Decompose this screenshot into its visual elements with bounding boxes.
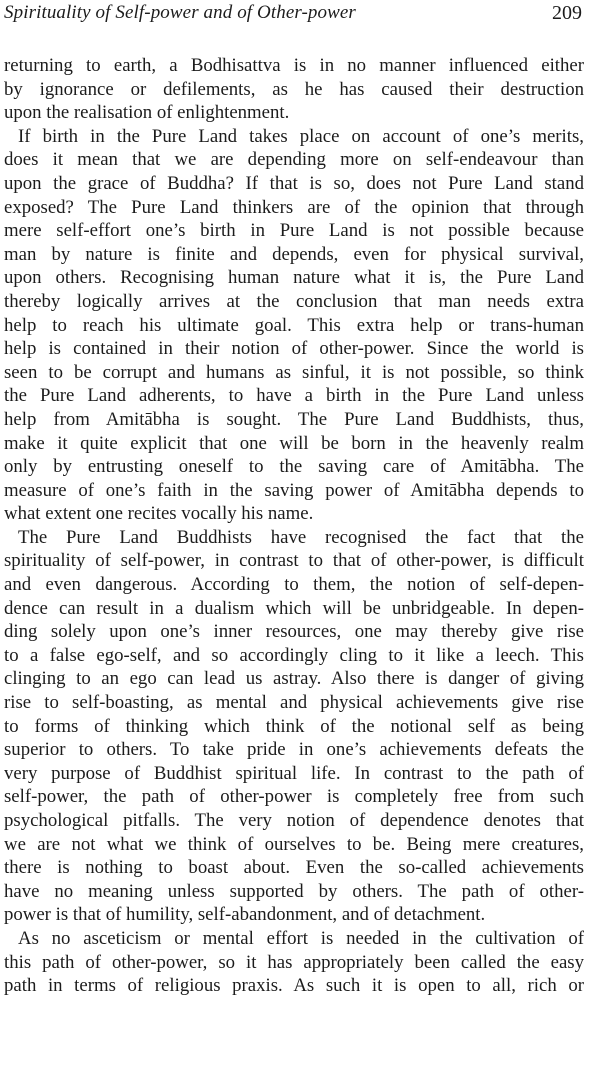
- page-header: [2, 0, 586, 42]
- text-line: path in terms of religious praxis. As such it is open to all, rich or: [4, 975, 584, 997]
- text-line: this path of other-power, so it has appropriately been called the easy: [4, 951, 584, 973]
- text-line: only by entrusting oneself to the saving care of Amitābha. The: [4, 456, 584, 478]
- text-line: does it mean that we are depending more on self-endeavour than: [4, 149, 584, 171]
- text-line: exposed? The Pure Land thinkers are of the opinion that through: [4, 196, 584, 218]
- text-line: self-power, the path of other-power is completely free from such: [4, 786, 584, 808]
- text-line: ding solely upon one’s inner resources, one may thereby give rise: [4, 621, 584, 643]
- text-line: upon the grace of Buddha? If that is so, does not Pure Land stand: [4, 172, 584, 194]
- text-line: to forms of thinking which think of the notional self as being: [4, 715, 584, 737]
- text-line: As no asceticism or mental effort is needed in the cultivation of: [18, 927, 584, 949]
- text-line: man by nature is finite and depends, even for physical survival,: [4, 243, 584, 265]
- text-line: psychological pitfalls. The very notion of dependence denotes that: [4, 810, 584, 831]
- text-line: very purpose of Buddhist spiritual life. In contrast to the path of: [4, 762, 584, 784]
- text-line: returning to earth, a Bodhisattva is in no manner influenced either: [4, 55, 584, 76]
- text-line: help to reach his ultimate goal. This extra help or trans-human: [4, 314, 584, 336]
- text-line: The Pure Land Buddhists have recognised the fact that the: [18, 526, 584, 548]
- text-line: help from Amitābha is sought. The Pure Land Buddhists, thus,: [4, 408, 584, 430]
- text-line: there is nothing to boast about. Even the so-called achievements: [4, 857, 584, 879]
- text-line: mere self-effort one’s birth in Pure Land is not possible because: [4, 220, 584, 242]
- text-line: make it quite explicit that one will be born in the heavenly realm: [4, 432, 584, 454]
- body-text: [4, 54, 584, 998]
- running-head: Spirituality of Self-power and of Other-power: [4, 2, 356, 23]
- text-line: have no meaning unless supported by others. The path of other-: [4, 880, 584, 902]
- text-line: the Pure Land adherents, to have a birth in the Pure Land unless: [4, 385, 584, 407]
- text-line: clinging to an ego can lead us astray. Also there is danger of giving: [4, 668, 584, 690]
- text-line: If birth in the Pure Land takes place on account of one’s merits,: [18, 125, 584, 147]
- text-line: upon others. Recognising human nature what it is, the Pure Land: [4, 267, 584, 289]
- text-line: spirituality of self-power, in contrast to that of other-power, is difficult: [4, 550, 584, 572]
- text-line: power is that of humility, self-abandonment, and of detachment.: [4, 904, 486, 926]
- text-line: we are not what we think of ourselves to be. Being mere creatures,: [4, 833, 584, 855]
- text-line: rise to self-boasting, as mental and physical achievements give rise: [4, 692, 584, 714]
- text-line: superior to others. To take pride in one’s achievements defeats the: [4, 739, 584, 761]
- text-line: seen to be corrupt and humans as sinful, it is not possible, so think: [4, 361, 584, 383]
- text-line: what extent one recites vocally his name.: [4, 503, 314, 525]
- text-line: help is contained in their notion of other-power. Since the world is: [4, 338, 584, 360]
- text-line: and even dangerous. According to them, the notion of self-depen-: [4, 574, 584, 596]
- text-line: upon the realisation of enlightenment.: [4, 102, 290, 124]
- text-line: by ignorance or defilements, as he has caused their destruction: [4, 78, 584, 100]
- text-line: dence can result in a dualism which will be unbridgeable. In depen-: [4, 597, 584, 619]
- text-line: thereby logically arrives at the conclusion that man needs extra: [4, 290, 584, 312]
- text-line: measure of one’s faith in the saving power of Amitābha depends to: [4, 479, 584, 501]
- text-line: to a false ego-self, and so accordingly cling to it like a leech. This: [4, 644, 584, 666]
- page-number: 209: [552, 2, 582, 24]
